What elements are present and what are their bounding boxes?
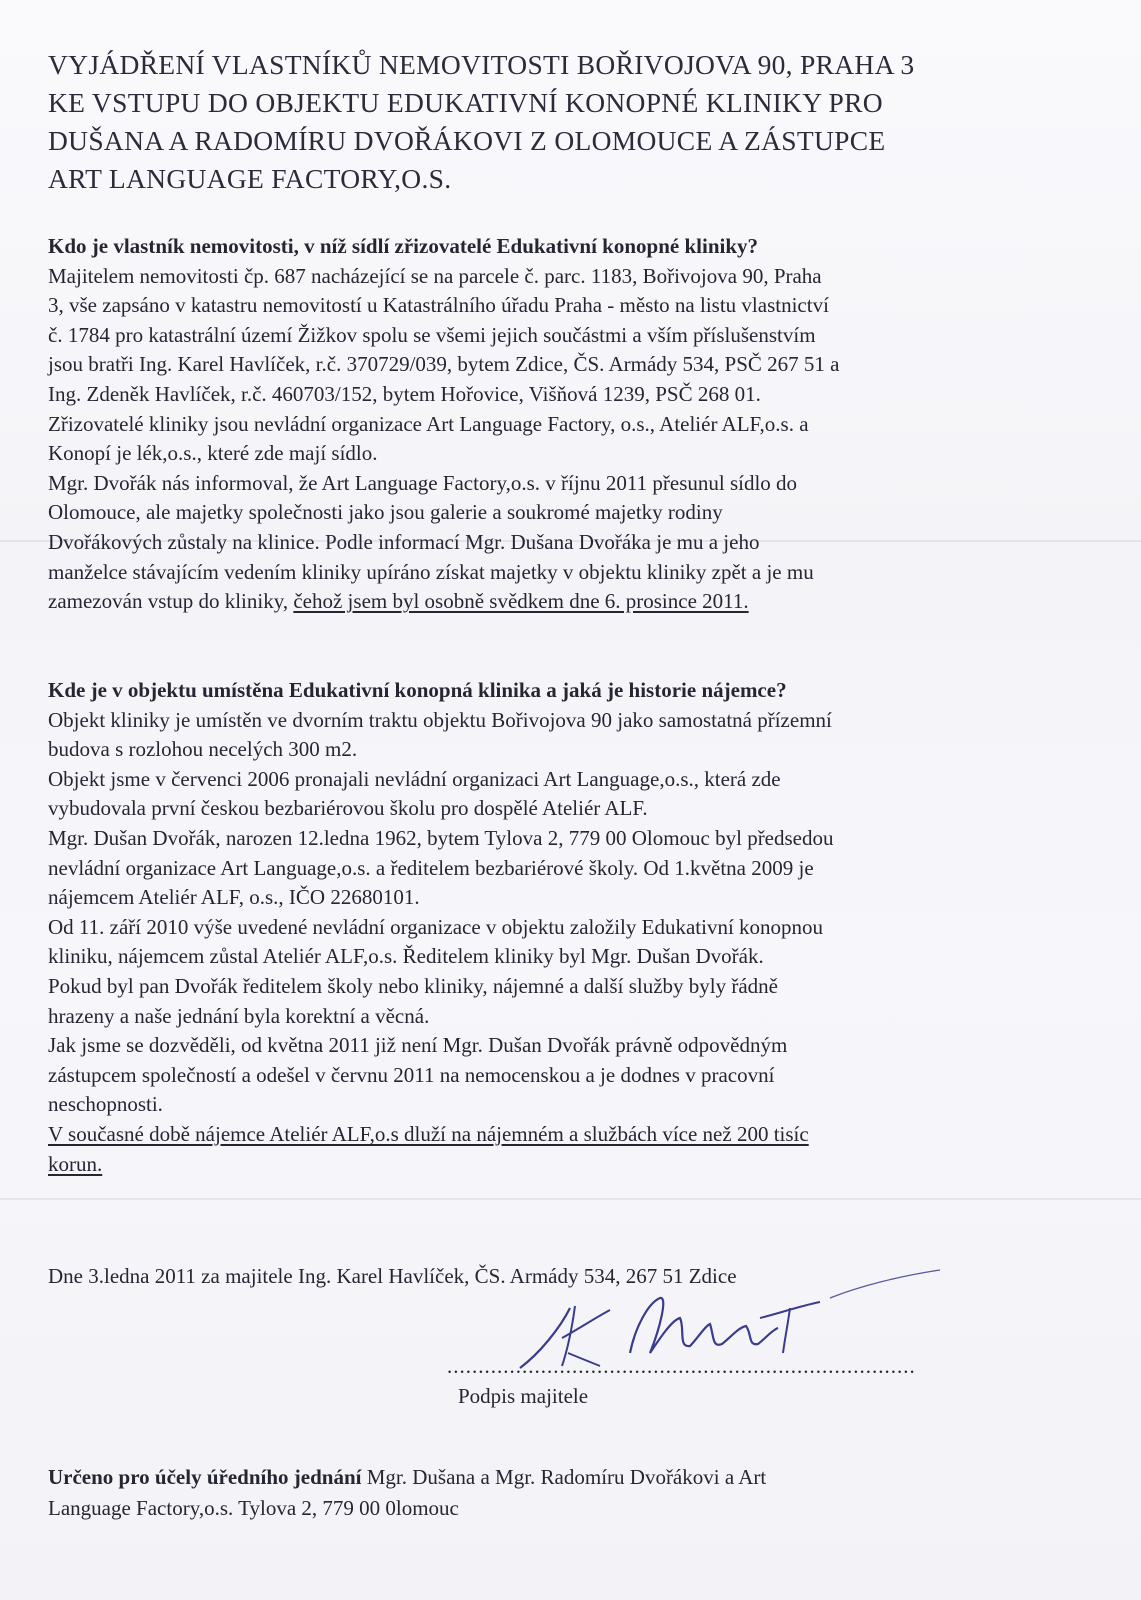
footer-text: Mgr. Dušana a Mgr. Radomíru Dvořákovi a Art (361, 1465, 767, 1489)
title-line: DUŠANA A RADOMÍRU DVOŘÁKOVI Z OLOMOUCE A ZÁSTUPCE (48, 125, 886, 156)
paragraph-line: Zřizovatelé kliniky jsou nevládní organizace Art Language Factory, o.s., Ateliér ALF,o.s. a (48, 411, 809, 436)
paragraph-line: jsou bratři Ing. Karel Havlíček, r.č. 370729/039, bytem Zdice, ČS. Armády 534, PSČ 267 51 a (48, 352, 840, 377)
paragraph-line: zástupcem společností a odešel v červnu 2011 na nemocenskou a je dodnes v pracovní (48, 1062, 775, 1087)
paragraph-line: Objekt jsme v červenci 2006 pronajali nevládní organizaci Art Language,o.s., která zde (48, 766, 781, 791)
paragraph-line (48, 587, 1118, 617)
title-line: ART LANGUAGE FACTORY,O.S. (48, 163, 452, 194)
footer-bold: Určeno pro účely úředního jednání (48, 1465, 362, 1489)
signature-dotted-line: ........................................................................... (447, 1354, 916, 1378)
title-line: VYJÁDŘENÍ VLASTNÍKŮ NEMOVITOSTI BOŘIVOJOVA 90, PRAHA 3 (48, 49, 915, 80)
section-history (48, 676, 1118, 1179)
signature-label: Podpis majitele (458, 1384, 589, 1408)
paper-fold (0, 1198, 1141, 1200)
footer-note (48, 1462, 1118, 1524)
paragraph-line: nájemcem Ateliér ALF, o.s., IČO 22680101. (48, 885, 420, 910)
section-heading: Kdo je vlastník nemovitosti, v níž sídlí zřizovatelé Edukativní konopné kliniky? (48, 234, 759, 258)
paragraph-line: Mgr. Dušan Dvořák, narozen 12.ledna 1962, bytem Tylova 2, 779 00 Olomouc byl předsedou (48, 825, 834, 850)
paragraph-line: Dvořákových zůstaly na klinice. Podle informací Mgr. Dušana Dvořáka je mu a jeho (48, 529, 760, 554)
paragraph-line: hrazeny a naše jednání byla korektní a věcná. (48, 1003, 430, 1028)
paragraph-line: Mgr. Dvořák nás informoval, že Art Language Factory,o.s. v říjnu 2011 přesunul sídlo do (48, 470, 798, 495)
paragraph-line: neschopnosti. (48, 1092, 163, 1117)
paragraph-line: Od 11. září 2010 výše uvedené nevládní organizace v objektu založily Edukativní konopnou (48, 914, 824, 939)
title-line: KE VSTUPU DO OBJEKTU EDUKATIVNÍ KONOPNÉ KLINIKY PRO (48, 87, 883, 118)
section-owner (48, 232, 1118, 617)
document-title (48, 46, 1108, 198)
underlined-line: korun. (48, 1151, 103, 1176)
underlined-line: V současné době nájemce Ateliér ALF,o.s dluží na nájemném a službách více než 200 tisíc (48, 1121, 809, 1146)
section-heading: Kde je v objektu umístěna Edukativní konopná klinika a jaká je historie nájemce? (48, 678, 787, 702)
paragraph-line: Konopí je lék,o.s., které zde mají sídlo. (48, 441, 378, 466)
paragraph-line: vybudovala první českou bezbariérovou školu pro dospělé Ateliér ALF. (48, 796, 648, 821)
paragraph-line: kliniku, nájemcem zůstal Ateliér ALF,o.s. Ředitelem kliniky byl Mgr. Dušan Dvořák. (48, 944, 764, 969)
paragraph-line: Jak jsme se dozvěděli, od května 2011 již není Mgr. Dušan Dvořák právně odpovědným (48, 1033, 788, 1058)
footer-line (48, 1462, 1118, 1493)
paragraph-line: Ing. Zdeněk Havlíček, r.č. 460703/152, bytem Hořovice, Višňová 1239, PSČ 268 01. (48, 381, 761, 406)
paragraph-line: budova s rozlohou necelých 300 m2. (48, 737, 358, 762)
paragraph-line: Pokud byl pan Dvořák ředitelem školy nebo kliniky, nájemné a další služby byly řádně (48, 973, 778, 998)
paragraph-line: č. 1784 pro katastrální území Žižkov spolu se všemi jejich součástmi a vším příslušenstvím (48, 322, 816, 347)
paragraph-line: manželce stávajícím vedením kliniky upíráno získat majetky v objektu kliniky zpět a je mu (48, 559, 814, 584)
paragraph-line: Majitelem nemovitosti čp. 687 nacházející se na parcele č. parc. 1183, Bořivojova 90, Praha (48, 263, 822, 288)
line-text: zamezován vstup do kliniky, (48, 589, 294, 614)
footer-line: Language Factory,o.s. Tylova 2, 779 00 0lomouc (48, 1496, 459, 1520)
paragraph-line: 3, vše zapsáno v katastru nemovitostí u Katastrálního úřadu Praha - město na listu vlastnictví (48, 293, 829, 318)
underlined-text: čehož jsem byl osobně svědkem dne 6. prosince 2011. (293, 589, 749, 614)
paragraph-line: nevládní organizace Art Language,o.s. a ředitelem bezbariérové školy. Od 1.května 2009 je (48, 855, 814, 880)
date-text: Dne 3.ledna 2011 za majitele Ing. Karel Havlíček, ČS. Armády 534, 267 51 Zdice (48, 1264, 737, 1288)
paragraph-line: Olomouce, ale majetky společnosti jako jsou galerie a soukromé majetky rodiny (48, 500, 723, 525)
paragraph-line: Objekt kliniky je umístěn ve dvorním traktu objektu Bořivojova 90 jako samostatná přízemní (48, 707, 832, 732)
